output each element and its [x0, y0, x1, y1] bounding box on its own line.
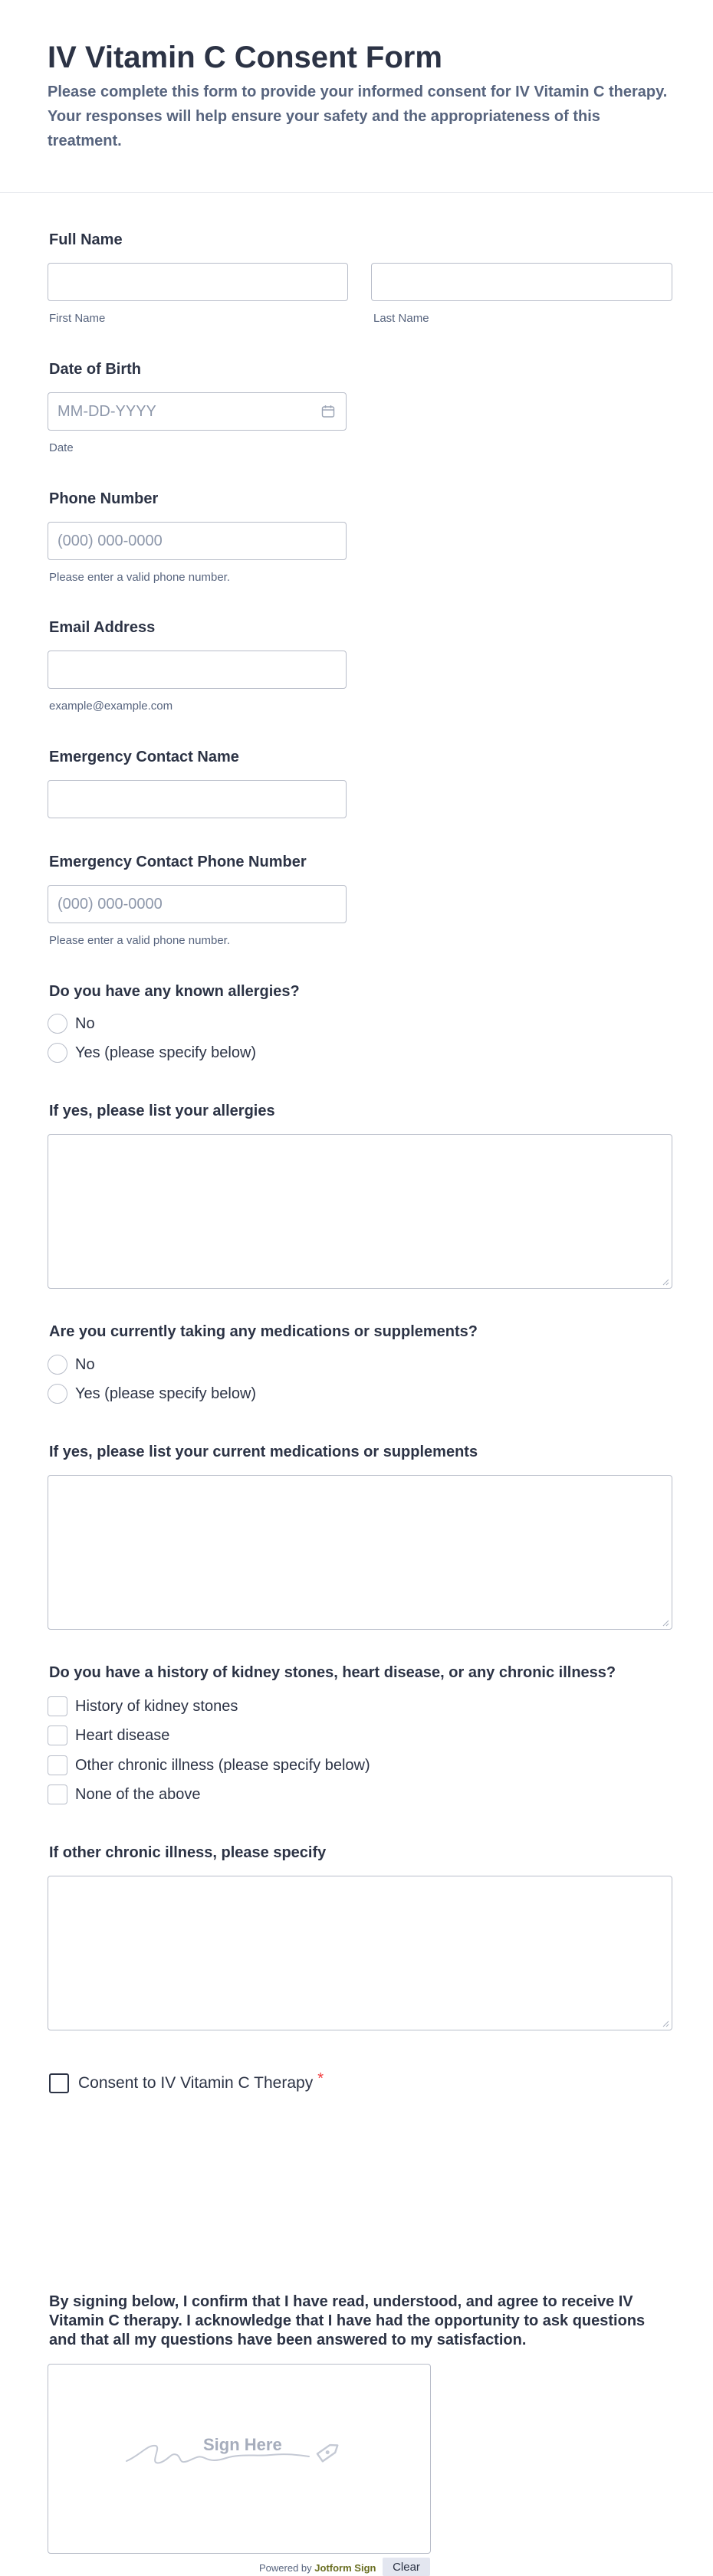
email-field[interactable] [48, 651, 347, 689]
sign-here-hint: Sign Here [203, 2435, 282, 2454]
powered-by-text [259, 2561, 376, 2576]
checkbox[interactable] [48, 1785, 67, 1804]
dob-input[interactable] [48, 393, 346, 430]
allergies-list-label: If yes, please list your allergies [49, 1103, 275, 1119]
pen-icon [310, 2437, 346, 2467]
emergency-phone-input[interactable] [48, 886, 346, 923]
phone-label: Phone Number [49, 490, 159, 507]
medications-option-yes[interactable] [48, 1383, 256, 1404]
option-label: No [75, 1014, 95, 1032]
form-title: IV Vitamin C Consent Form [48, 41, 442, 74]
history-option-heart-disease[interactable] [48, 1725, 169, 1746]
emergency-phone-label: Emergency Contact Phone Number [49, 854, 307, 870]
allergies-option-yes[interactable] [48, 1042, 256, 1064]
dob-label: Date of Birth [49, 361, 141, 378]
checkbox[interactable] [48, 1696, 67, 1716]
resize-handle-icon[interactable] [662, 1278, 669, 1286]
resize-handle-icon[interactable] [662, 2020, 669, 2027]
signature-statement: By signing below, I confirm that I have read, understood, and agree to receive IV Vitamin C therapy. I acknowledge that I have had the opportunity to ask questions and that all my questions have been answered to my satisfaction. [49, 2293, 646, 2348]
medications-label: Are you currently taking any medications or supplements? [49, 1323, 478, 1340]
phone-input[interactable] [48, 523, 346, 559]
chronic-specify-label: If other chronic illness, please specify [49, 1844, 327, 1861]
first-name-field[interactable] [48, 263, 348, 301]
radio-button[interactable] [48, 1043, 67, 1063]
calendar-icon[interactable] [321, 405, 335, 418]
medications-list-textarea[interactable] [48, 1475, 672, 1630]
phone-field[interactable] [48, 522, 347, 560]
option-label: Yes (please specify below) [75, 1044, 257, 1061]
emergency-name-input[interactable] [48, 781, 346, 818]
checkbox[interactable] [48, 1726, 67, 1745]
emergency-phone-field[interactable] [48, 885, 347, 923]
consent-checkbox-row[interactable] [49, 2070, 324, 2093]
powered-by-prefix: Powered by [259, 2562, 312, 2574]
medications-list-label: If yes, please list your current medications or supplements [49, 1444, 478, 1460]
form-description: Please complete this form to provide your informed consent for IV Vitamin C therapy. Your responses will help ensure your safety and the appropriateness of this treatment. [48, 84, 668, 149]
emergency-phone-sublabel: Please enter a valid phone number. [49, 934, 230, 947]
first-name-input[interactable] [48, 264, 347, 300]
option-label: None of the above [75, 1785, 201, 1803]
email-sublabel: example@example.com [49, 700, 173, 713]
emergency-name-field[interactable] [48, 780, 347, 818]
last-name-input[interactable] [372, 264, 672, 300]
consent-label: Consent to IV Vitamin C Therapy [78, 2074, 314, 2092]
option-label: Heart disease [75, 1726, 170, 1744]
resize-handle-icon[interactable] [662, 1619, 669, 1627]
dob-sublabel: Date [49, 441, 74, 454]
option-label: Other chronic illness (please specify below) [75, 1756, 370, 1774]
signature-pad[interactable] [48, 2364, 431, 2554]
option-label: History of kidney stones [75, 1697, 238, 1715]
required-asterisk: * [317, 2070, 324, 2087]
history-label: Do you have a history of kidney stones, heart disease, or any chronic illness? [49, 1664, 616, 1681]
jotform-sign-brand: Jotform Sign [314, 2562, 376, 2574]
form-header [0, 0, 713, 193]
history-option-other[interactable] [48, 1755, 370, 1776]
option-label: Yes (please specify below) [75, 1385, 257, 1402]
radio-button[interactable] [48, 1355, 67, 1375]
radio-button[interactable] [48, 1384, 67, 1404]
dob-field[interactable] [48, 392, 347, 431]
first-name-sublabel: First Name [49, 312, 106, 325]
history-option-none[interactable] [48, 1784, 200, 1805]
consent-checkbox[interactable] [49, 2073, 69, 2093]
history-option-kidney-stones[interactable] [48, 1696, 238, 1717]
radio-button[interactable] [48, 1014, 67, 1034]
email-input[interactable] [48, 651, 346, 688]
chronic-specify-textarea[interactable] [48, 1876, 672, 2030]
allergies-option-no[interactable] [48, 1013, 95, 1034]
last-name-sublabel: Last Name [373, 312, 429, 325]
emergency-name-label: Emergency Contact Name [49, 749, 239, 765]
phone-sublabel: Please enter a valid phone number. [49, 571, 230, 584]
last-name-field[interactable] [371, 263, 672, 301]
clear-signature-button[interactable]: Clear [383, 2558, 430, 2576]
email-label: Email Address [49, 619, 156, 636]
checkbox[interactable] [48, 1755, 67, 1775]
allergies-label: Do you have any known allergies? [49, 983, 300, 1000]
medications-option-no[interactable] [48, 1354, 95, 1375]
full-name-label: Full Name [49, 231, 123, 248]
option-label: No [75, 1355, 95, 1373]
allergies-list-textarea[interactable] [48, 1134, 672, 1289]
